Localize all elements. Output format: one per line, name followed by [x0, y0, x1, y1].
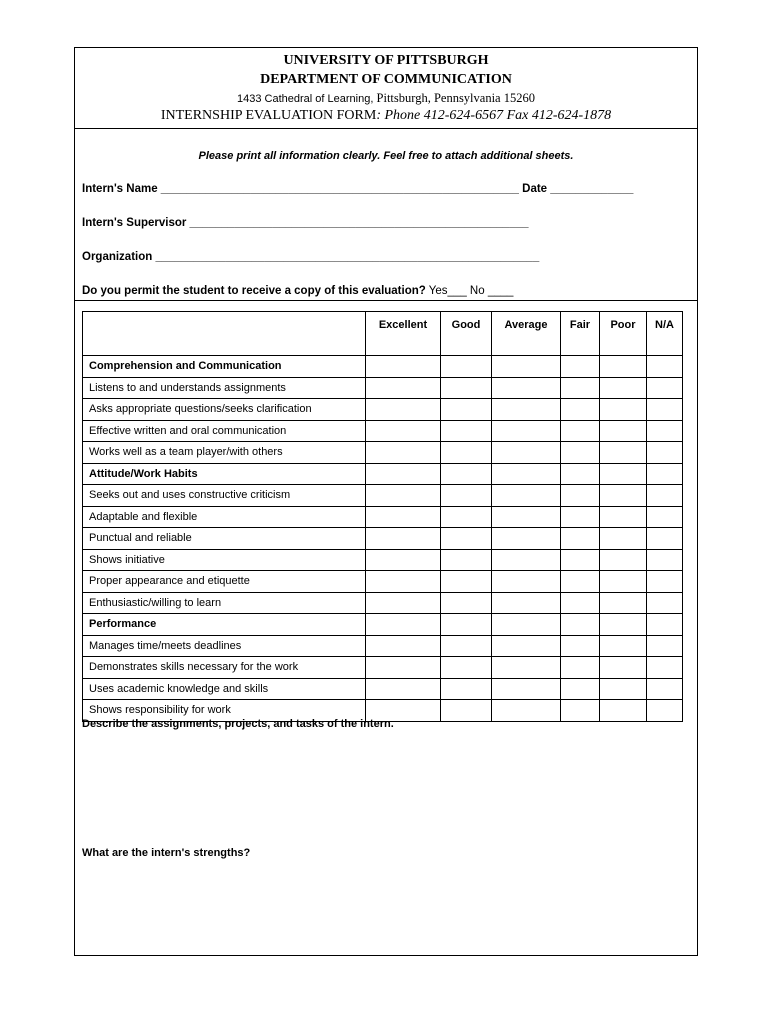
rating-cell[interactable] [561, 657, 600, 679]
rating-cell[interactable] [492, 356, 561, 378]
rating-cell[interactable] [441, 506, 492, 528]
rating-header-good: Good [441, 312, 492, 356]
criterion-label: Enthusiastic/willing to learn [83, 592, 366, 614]
address [75, 91, 697, 106]
criterion-row [83, 420, 683, 442]
category-row [83, 356, 683, 378]
rating-cell[interactable] [600, 442, 647, 464]
rating-cell[interactable] [600, 463, 647, 485]
form-contact: : Phone 412-624-6567 Fax 412-624-1878 [376, 108, 612, 123]
criterion-row [83, 549, 683, 571]
criterion-row [83, 399, 683, 421]
criterion-row [83, 442, 683, 464]
rating-cell[interactable] [441, 549, 492, 571]
criterion-row [83, 377, 683, 399]
rating-cell[interactable] [441, 592, 492, 614]
rating-cell[interactable] [561, 442, 600, 464]
rating-cell[interactable] [647, 463, 683, 485]
rating-cell[interactable] [561, 377, 600, 399]
rating-cell[interactable] [561, 635, 600, 657]
rating-cell[interactable] [600, 657, 647, 679]
rating-table [82, 311, 683, 722]
rating-cell[interactable] [366, 592, 441, 614]
rating-cell[interactable] [600, 678, 647, 700]
rating-cell[interactable] [441, 463, 492, 485]
criterion-row [83, 592, 683, 614]
rating-cell[interactable] [647, 356, 683, 378]
criterion-label: Seeks out and uses constructive criticism [83, 485, 366, 507]
rating-cell[interactable] [366, 614, 441, 636]
rating-cell[interactable] [441, 700, 492, 722]
rating-cell[interactable] [366, 463, 441, 485]
rating-cell[interactable] [366, 356, 441, 378]
rating-cell[interactable] [561, 420, 600, 442]
rating-cell[interactable] [441, 614, 492, 636]
rating-cell[interactable] [492, 377, 561, 399]
rating-cell[interactable] [647, 592, 683, 614]
rating-cell[interactable] [647, 442, 683, 464]
criterion-row [83, 571, 683, 593]
rating-cell[interactable] [366, 657, 441, 679]
supervisor-field[interactable]: Intern's Supervisor _____________________________________________________ [82, 217, 529, 229]
rating-cell[interactable] [492, 506, 561, 528]
rating-cell[interactable] [561, 700, 600, 722]
rating-cell[interactable] [600, 549, 647, 571]
rating-cell[interactable] [561, 614, 600, 636]
rating-cell[interactable] [647, 614, 683, 636]
rating-cell[interactable] [492, 549, 561, 571]
rating-cell[interactable] [600, 571, 647, 593]
rating-header-poor: Poor [600, 312, 647, 356]
rating-cell[interactable] [647, 506, 683, 528]
category-label: Attitude/Work Habits [83, 463, 366, 485]
rating-header-row [83, 312, 683, 356]
rating-cell[interactable] [441, 657, 492, 679]
rating-cell[interactable] [647, 399, 683, 421]
address-part2: Pittsburgh, Pennsylvania 15260 [373, 91, 535, 105]
address-part1: 1433 Cathedral of Learning, [237, 93, 374, 105]
criterion-label: Listens to and understands assignments [83, 377, 366, 399]
rating-cell[interactable] [441, 399, 492, 421]
rating-cell[interactable] [492, 614, 561, 636]
rating-cell[interactable] [600, 700, 647, 722]
department-name: DEPARTMENT OF COMMUNICATION [260, 72, 512, 87]
rating-cell[interactable] [600, 485, 647, 507]
organization-field[interactable]: Organization ____________________________________________________________ [82, 251, 540, 263]
rating-cell[interactable] [561, 549, 600, 571]
rating-cell[interactable] [492, 399, 561, 421]
rating-cell[interactable] [600, 399, 647, 421]
rating-cell[interactable] [600, 592, 647, 614]
criterion-row [83, 506, 683, 528]
rating-cell[interactable] [647, 528, 683, 550]
criterion-label: Uses academic knowledge and skills [83, 678, 366, 700]
rating-cell[interactable] [492, 463, 561, 485]
form-title-text: INTERNSHIP EVALUATION FORM [160, 108, 377, 123]
rating-cell[interactable] [441, 420, 492, 442]
rating-cell[interactable] [441, 635, 492, 657]
rating-cell[interactable] [492, 528, 561, 550]
rating-cell[interactable] [647, 420, 683, 442]
rating-cell[interactable] [492, 442, 561, 464]
rating-cell[interactable] [600, 377, 647, 399]
rating-cell[interactable] [561, 528, 600, 550]
category-row [83, 463, 683, 485]
form-title [75, 108, 697, 124]
criterion-row [83, 485, 683, 507]
criterion-label: Demonstrates skills necessary for the work [83, 657, 366, 679]
rating-cell[interactable] [366, 678, 441, 700]
rating-cell[interactable] [366, 420, 441, 442]
rating-cell[interactable] [441, 678, 492, 700]
rating-cell[interactable] [492, 700, 561, 722]
rating-cell[interactable] [561, 506, 600, 528]
criterion-label: Asks appropriate questions/seeks clarification [83, 399, 366, 421]
assignments-question: Describe the assignments, projects, and tasks of the intern. [82, 718, 394, 730]
instructions: Please print all information clearly. Feel free to attach additional sheets. [198, 150, 574, 162]
criterion-label: Shows initiative [83, 549, 366, 571]
rating-cell[interactable] [441, 442, 492, 464]
form-header [75, 48, 697, 129]
rating-cell[interactable] [647, 635, 683, 657]
criterion-label: Effective written and oral communication [83, 420, 366, 442]
category-label: Performance [83, 614, 366, 636]
rating-cell[interactable] [600, 635, 647, 657]
category-label: Comprehension and Communication [83, 356, 366, 378]
rating-cell[interactable] [492, 485, 561, 507]
rating-cell[interactable] [441, 528, 492, 550]
rating-cell[interactable] [492, 592, 561, 614]
rating-cell[interactable] [561, 356, 600, 378]
rating-cell[interactable] [600, 528, 647, 550]
rating-cell[interactable] [366, 571, 441, 593]
rating-cell[interactable] [492, 420, 561, 442]
rating-cell[interactable] [647, 485, 683, 507]
strengths-question: What are the intern's strengths? [82, 847, 251, 859]
rating-cell[interactable] [647, 700, 683, 722]
rating-cell[interactable] [441, 356, 492, 378]
rating-cell[interactable] [561, 463, 600, 485]
criterion-label: Adaptable and flexible [83, 506, 366, 528]
rating-cell[interactable] [492, 657, 561, 679]
permit-label: Do you permit the student to receive a copy of this evaluation? [82, 285, 426, 297]
rating-cell[interactable] [561, 571, 600, 593]
permit-question[interactable] [82, 285, 513, 297]
rating-cell[interactable] [366, 549, 441, 571]
rating-cell[interactable] [366, 528, 441, 550]
rating-cell[interactable] [647, 377, 683, 399]
rating-cell[interactable] [600, 356, 647, 378]
rating-cell[interactable] [366, 377, 441, 399]
rating-cell[interactable] [441, 377, 492, 399]
rating-cell[interactable] [441, 571, 492, 593]
university-name: UNIVERSITY OF PITTSBURGH [283, 53, 489, 68]
rating-cell[interactable] [600, 506, 647, 528]
rating-header-fair: Fair [561, 312, 600, 356]
rating-cell[interactable] [366, 399, 441, 421]
rating-cell[interactable] [600, 614, 647, 636]
rating-header-average: Average [492, 312, 561, 356]
intern-name-field[interactable]: Intern's Name ________________________________________________________ Date _____________ [82, 183, 634, 195]
rating-cell[interactable] [492, 571, 561, 593]
rating-cell[interactable] [561, 485, 600, 507]
rating-header-na: N/A [647, 312, 683, 356]
rating-header-excellent: Excellent [366, 312, 441, 356]
rating-cell[interactable] [441, 485, 492, 507]
rating-cell[interactable] [647, 678, 683, 700]
rating-cell[interactable] [366, 506, 441, 528]
criterion-row [83, 528, 683, 550]
rating-cell[interactable] [600, 420, 647, 442]
rating-cell[interactable] [366, 635, 441, 657]
rating-cell[interactable] [366, 485, 441, 507]
rating-cell[interactable] [492, 678, 561, 700]
section-divider [75, 300, 697, 301]
criteria-header [83, 312, 366, 356]
rating-cell[interactable] [561, 678, 600, 700]
criterion-row [83, 678, 683, 700]
evaluation-form [74, 47, 698, 956]
rating-cell[interactable] [561, 399, 600, 421]
criterion-label: Works well as a team player/with others [83, 442, 366, 464]
criterion-label: Proper appearance and etiquette [83, 571, 366, 593]
rating-cell[interactable] [492, 635, 561, 657]
rating-cell[interactable] [647, 657, 683, 679]
category-row [83, 614, 683, 636]
criterion-label: Shows responsibility for work [83, 700, 366, 722]
rating-cell[interactable] [647, 571, 683, 593]
permit-options[interactable]: Yes___ No ____ [425, 285, 514, 297]
criterion-label: Punctual and reliable [83, 528, 366, 550]
rating-cell[interactable] [647, 549, 683, 571]
rating-cell[interactable] [561, 592, 600, 614]
criterion-label: Manages time/meets deadlines [83, 635, 366, 657]
rating-cell[interactable] [366, 442, 441, 464]
criterion-row [83, 635, 683, 657]
criterion-row [83, 657, 683, 679]
